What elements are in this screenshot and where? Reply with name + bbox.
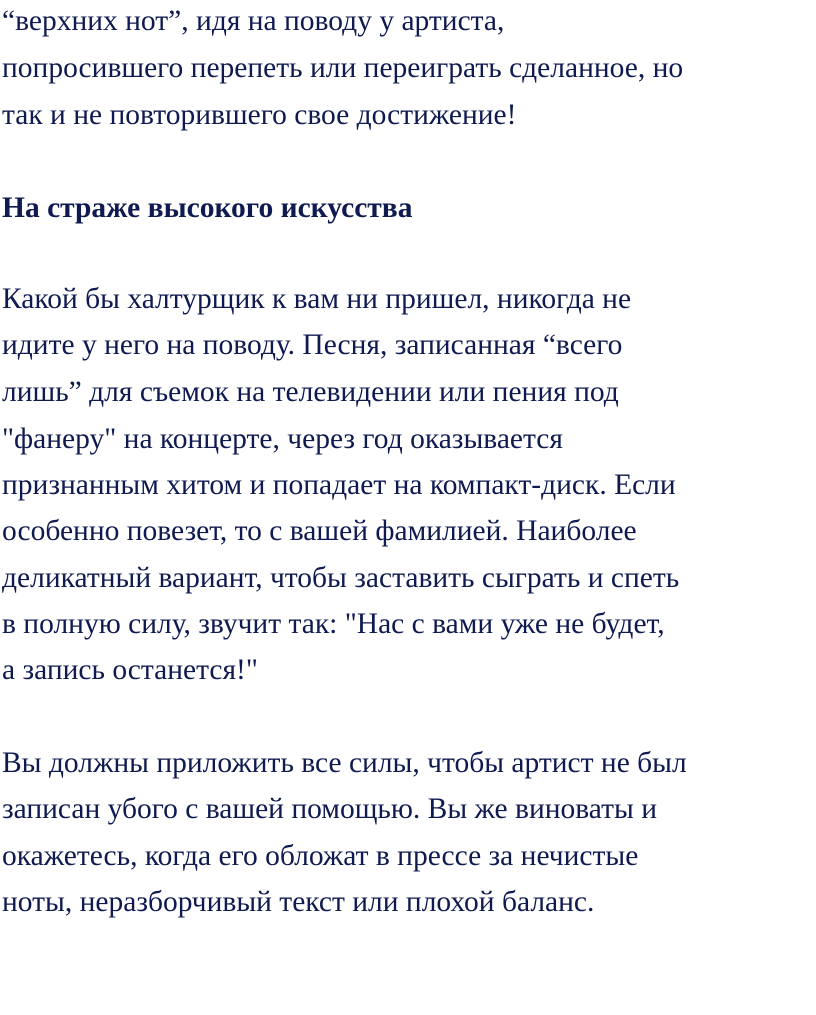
paragraph-line: Какой бы халтурщик к вам ни пришел, никогда не: [2, 283, 632, 315]
intro-line: попросившего перепеть или переиграть сделанное, но: [2, 52, 684, 84]
paragraph-line: в полную силу, звучит так: "Нас с вами уже не будет,: [2, 608, 665, 640]
paragraph-line: записан убого с вашей помощью. Вы же виноваты и: [2, 793, 658, 825]
paragraph-line: признанным хитом и попадает на компакт-диск. Если: [2, 469, 676, 501]
paragraph-line: идите у него на поводу. Песня, записанная “всего: [2, 329, 623, 361]
paragraph-line: Вы должны приложить все силы, чтобы артист не был: [2, 747, 687, 779]
paragraph-line: "фанеру" на концерте, через год оказывается: [2, 423, 563, 455]
intro-line: так и не повторившего свое достижение!: [2, 99, 517, 131]
paragraph-line: ноты, неразборчивый текст или плохой баланс.: [2, 886, 595, 918]
paragraph-line: лишь” для съемок на телевидении или пения под: [2, 376, 619, 408]
section-heading: На страже высокого искусства: [2, 192, 413, 224]
paragraph-line: особенно повезет, то с вашей фамилией. Наиболее: [2, 515, 637, 547]
paragraph-line: а запись останется!": [2, 654, 258, 686]
paragraph-line: деликатный вариант, чтобы заставить сыграть и спеть: [2, 562, 680, 594]
intro-line: “верхних нот”, идя на поводу у артиста,: [2, 5, 505, 37]
paragraph-line: окажетесь, когда его обложат в прессе за нечистые: [2, 840, 639, 872]
